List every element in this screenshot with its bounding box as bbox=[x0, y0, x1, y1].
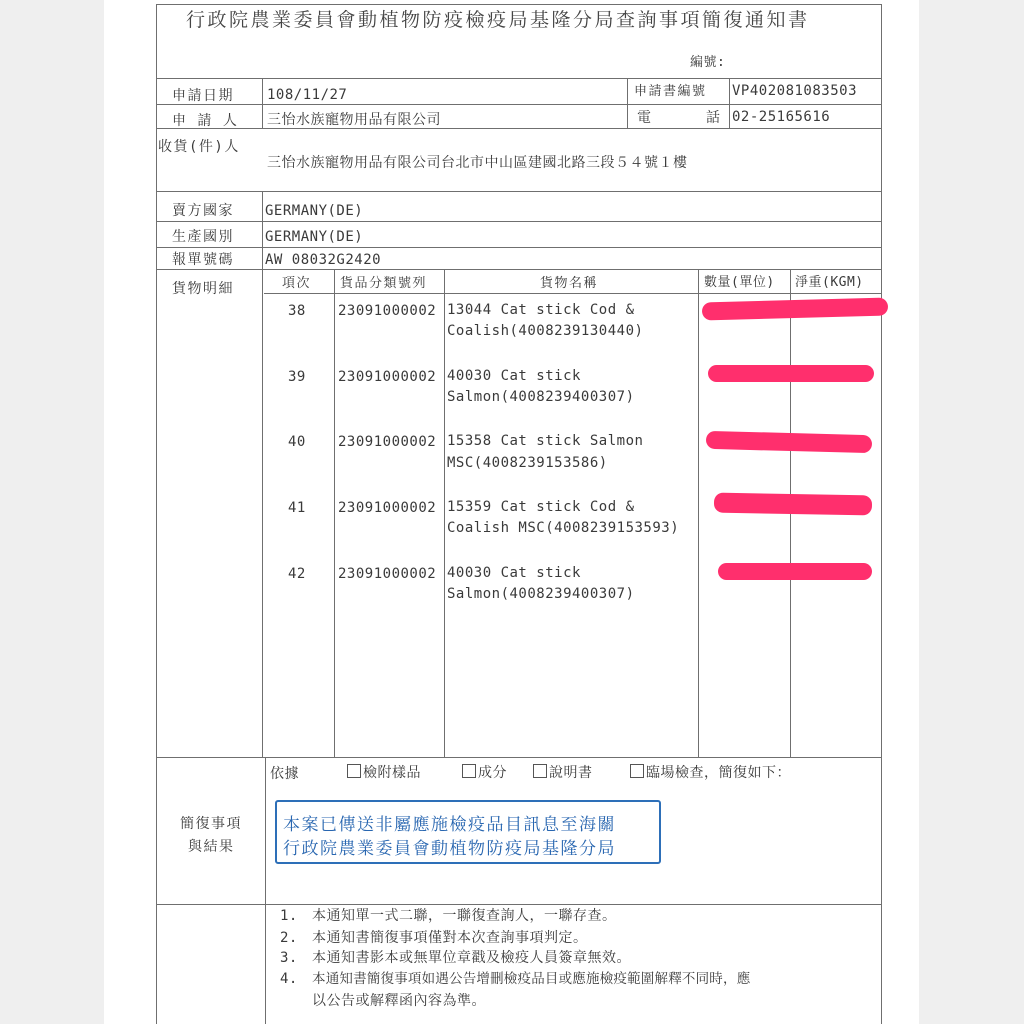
col-qty-header: 數量(單位) bbox=[704, 275, 775, 290]
consignee-value: 三怡水族寵物用品有限公司台北市中山區建國北路三段５４號１樓 bbox=[267, 155, 688, 171]
seller-country-value: GERMANY(DE) bbox=[265, 203, 364, 219]
row-name-line2: Coalish MSC(4008239153593) bbox=[447, 520, 680, 536]
origin-country-label: 生產國別 bbox=[172, 229, 234, 245]
row-name-line1: 15358 Cat stick Salmon bbox=[447, 433, 644, 449]
row-name-line1: 15359 Cat stick Cod & bbox=[447, 499, 635, 515]
row-name-line2: Salmon(4008239400307) bbox=[447, 389, 635, 405]
note-number: 2. bbox=[280, 930, 298, 946]
applicant-value: 三怡水族寵物用品有限公司 bbox=[267, 112, 441, 128]
form-no-value: VP402081083503 bbox=[732, 83, 858, 99]
note-text: 本通知單一式二聯，一聯復查詢人，一聯存查。 bbox=[312, 908, 617, 924]
applicant-label: 申 請 人 bbox=[172, 113, 239, 129]
note-number: 1. bbox=[280, 908, 298, 924]
basis-label: 依據 bbox=[270, 766, 299, 782]
note-text: 本通知書影本或無單位章戳及檢疫人員簽章無效。 bbox=[312, 950, 631, 966]
row-item: 42 bbox=[288, 566, 306, 582]
col-code-header: 貨品分類號列 bbox=[340, 276, 428, 291]
note-text-continued: 以公告或解釋函內容為準。 bbox=[312, 993, 486, 1009]
phone-label-second: 話 bbox=[706, 110, 721, 126]
redaction-mark bbox=[714, 493, 872, 516]
col-item-header: 項次 bbox=[282, 276, 312, 291]
checkbox-icon bbox=[533, 764, 547, 778]
goods-label: 貨物明細 bbox=[172, 281, 234, 297]
consignee-label: 收貨(件)人 bbox=[158, 139, 240, 155]
row-code: 23091000002 bbox=[338, 566, 437, 582]
row-item: 40 bbox=[288, 434, 306, 450]
row-name-line2: Salmon(4008239400307) bbox=[447, 586, 635, 602]
checkbox-icon bbox=[347, 764, 361, 778]
reply-label-line1: 簡復事項 bbox=[180, 816, 242, 832]
option-sample: 檢附樣品 bbox=[347, 762, 421, 782]
row-code: 23091000002 bbox=[338, 303, 437, 319]
phone-value: 02-25165616 bbox=[732, 109, 831, 125]
official-stamp bbox=[275, 800, 661, 864]
row-item: 38 bbox=[288, 303, 306, 319]
note-text: 本通知書簡復事項如遇公告增刪檢疫品目或應施檢疫範圍解釋不同時，應 bbox=[312, 971, 751, 987]
redaction-mark bbox=[718, 563, 872, 580]
checkbox-icon bbox=[630, 764, 644, 778]
serial-label: 編號: bbox=[690, 55, 726, 70]
declaration-value: AW 08032G2420 bbox=[265, 252, 382, 268]
origin-country-value: GERMANY(DE) bbox=[265, 229, 364, 245]
row-item: 39 bbox=[288, 369, 306, 385]
row-code: 23091000002 bbox=[338, 500, 437, 516]
checkbox-icon bbox=[462, 764, 476, 778]
row-name-line1: 13044 Cat stick Cod & bbox=[447, 302, 635, 318]
note-text: 本通知書簡復事項僅對本次查詢事項判定。 bbox=[312, 930, 588, 946]
option-manual: 說明書 bbox=[533, 762, 593, 782]
row-name-line1: 40030 Cat stick bbox=[447, 368, 581, 384]
note-number: 4. bbox=[280, 971, 298, 987]
option-ingredients: 成分 bbox=[462, 762, 507, 782]
redaction-mark bbox=[708, 365, 874, 382]
apply-date-label: 申請日期 bbox=[172, 88, 234, 104]
seller-country-label: 賣方國家 bbox=[172, 203, 234, 219]
row-name-line2: MSC(4008239153586) bbox=[447, 455, 608, 471]
phone-label-first: 電 bbox=[637, 110, 652, 126]
declaration-label: 報單號碼 bbox=[172, 252, 234, 268]
row-name-line1: 40030 Cat stick bbox=[447, 565, 581, 581]
note-number: 3. bbox=[280, 950, 298, 966]
col-name-header: 貨物名稱 bbox=[540, 276, 599, 291]
row-item: 41 bbox=[288, 500, 306, 516]
col-weight-header: 淨重(KGM) bbox=[795, 275, 864, 290]
stamp-line2: 行政院農業委員會動植物防疫局基隆分局 bbox=[283, 839, 616, 859]
option-onsite-inspection: 臨場檢查，簡復如下： bbox=[630, 762, 791, 782]
row-name-line2: Coalish(4008239130440) bbox=[447, 323, 644, 339]
row-code: 23091000002 bbox=[338, 369, 437, 385]
row-code: 23091000002 bbox=[338, 434, 437, 450]
form-no-label: 申請書編號 bbox=[634, 84, 707, 99]
reply-label-line2: 與結果 bbox=[188, 839, 235, 855]
apply-date-value: 108/11/27 bbox=[267, 87, 348, 103]
document-title: 行政院農業委員會動植物防疫檢疫局基隆分局查詢事項簡復通知書 bbox=[186, 9, 810, 31]
stamp-line1: 本案已傳送非屬應施檢疫品目訊息至海關 bbox=[283, 815, 616, 835]
